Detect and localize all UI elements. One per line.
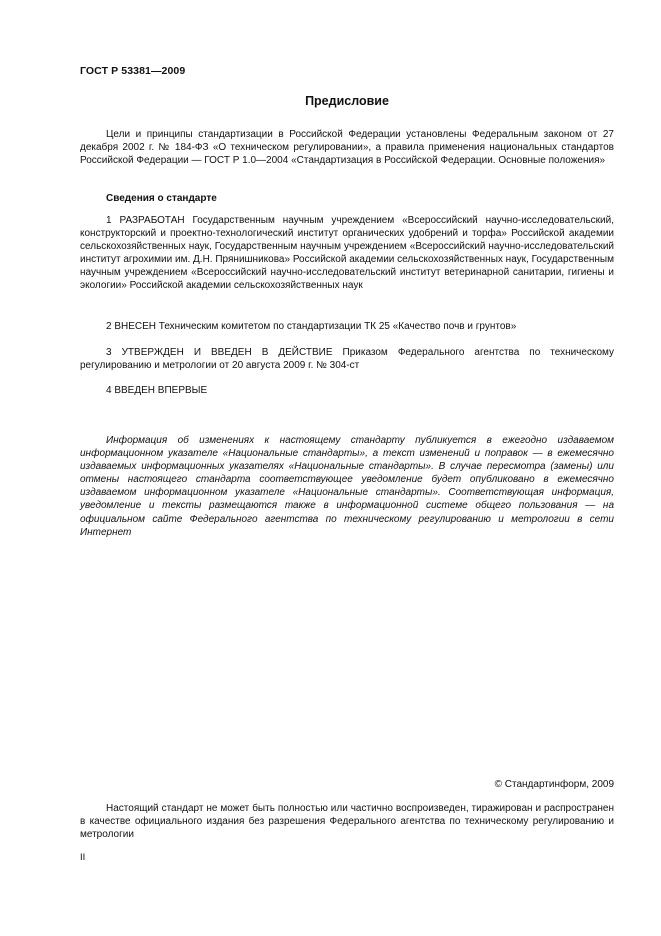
intro-paragraph: Цели и принципы стандартизации в Российской Федерации установлены Федеральным законом от 27 декабря 2002 г. № 184-ФЗ «О техническом регулировании», а правила применения национальных стандартов Российской Федерации — ГОСТ Р 1.0—2004 «Стандартизация в Российской Федерации. Основные положения» <box>80 129 614 167</box>
changes-notice: Информация об изменениях к настоящему стандарту публикуется в ежегодно издаваемом информационном указателе «Национальные стандарты», а текст изменений и поправок — в ежемесячно издаваемых информационных указателях «Национальные стандарты». В случае пересмотра (замены) или отмены настоящего стандарта соответствующее уведомление будет опубликовано в ежемесячно издаваемом информационном указателе «Национальные стандарты». Соответствующая информация, уведомление и тексты размещаются также в информационной системе общего пользования — на официальном сайте Федерального агентства по техническому регулированию и метрологии в сети Интернет <box>80 435 614 538</box>
item-first-introduced: 4 ВВЕДЕН ВПЕРВЫЕ <box>106 385 208 396</box>
item-developed: 1 РАЗРАБОТАН Государственным научным учреждением «Всероссийский научно-исследовательский, конструкторский и проектно-технологический институт органических удобрений и торфа» Российской академии сельскохозяйственных наук, Государственным научным учреждением «Всероссийский научно-исследовательский институт агрохимии им. Д.Н. Прянишникова» Российской академии сельскохозяйственных наук, Государственным научным учреждением «Всероссийский научно-исследовательский институт ветеринарной санитарии, гигиены и экологии» Российской академии сельскохозяйственных наук <box>80 215 614 292</box>
item-introduced: 2 ВНЕСЕН Техническим комитетом по стандартизации ТК 25 «Качество почв и грунтов» <box>106 321 517 332</box>
page-number: II <box>80 852 86 863</box>
reproduction-notice: Настоящий стандарт не может быть полностью или частично воспроизведен, тиражирован и распространен в качестве официального издания без разрешения Федерального агентства по техническому регулированию и метрологии <box>80 803 614 841</box>
item-approved: 3 УТВЕРЖДЕН И ВВЕДЕН В ДЕЙСТВИЕ Приказом Федерального агентства по техническому регулированию и метрологии от 20 августа 2009 г. № 304-ст <box>80 347 614 372</box>
copyright: © Стандартинформ, 2009 <box>494 779 614 790</box>
page-title: Предисловие <box>305 94 389 108</box>
section-heading: Сведения о стандарте <box>106 193 217 204</box>
document-code: ГОСТ Р 53381—2009 <box>80 65 186 77</box>
